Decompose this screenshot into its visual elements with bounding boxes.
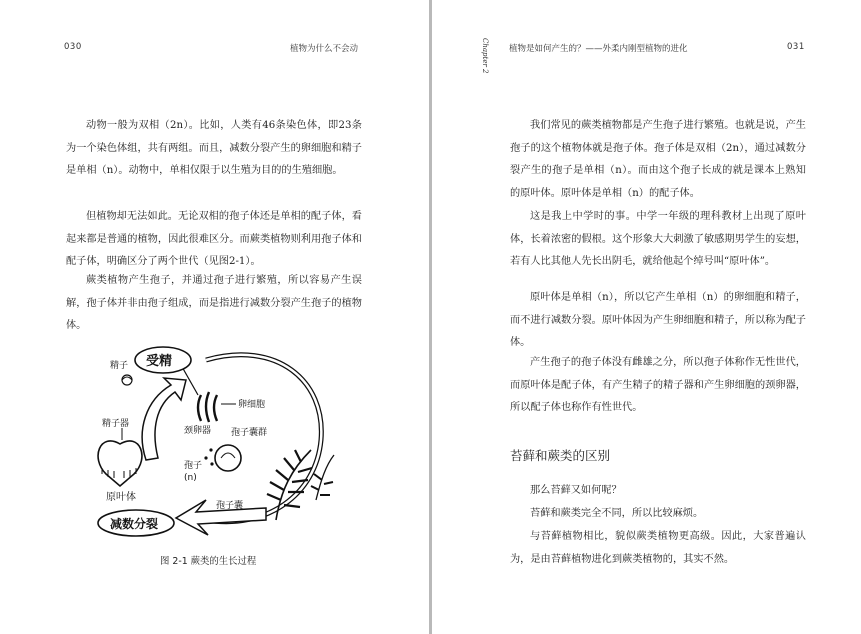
paragraph: 原叶体是单相（n），所以它产生单相（n）的卵细胞和精子，而不进行减数分裂。原叶体因为产生卵细胞和精子，所以称为配子体。 [510, 292, 806, 349]
antheridium-label: 精子器 [102, 419, 130, 429]
sporangium-group-label: 孢子囊群 [231, 428, 268, 438]
right-page [432, 0, 861, 634]
paragraph: 动物一般为双相（2n）。比如，人类有46条染色体，即23条为一个染色体组，共有两组。而且，减数分裂产生的卵细胞和精子是单相（n）。动物中，单相仅限于以生殖为目的的生殖细胞。 [66, 120, 362, 177]
sporangium-icon [204, 445, 241, 471]
cycle-arc-inner [206, 355, 321, 522]
sporangium-label: 孢子囊 [216, 501, 244, 511]
paragraph: 产生孢子的孢子体没有雌雄之分，所以孢子体称作无性世代，而原叶体是配子体，有产生精子的精子器和产生卵细胞的颈卵器，所以配子体也称作有性世代。 [510, 357, 806, 414]
page-number: 030 [64, 42, 82, 52]
prothallus-icon [98, 441, 142, 486]
up-arrow [142, 378, 186, 460]
spore-n-label: (n) [184, 473, 197, 483]
running-title: 植物为什么不会动 [290, 44, 359, 54]
paragraph: 那么苔藓又如何呢？ [530, 485, 622, 496]
fertilization-label: 受精 [146, 354, 173, 369]
archegonium-label: 颈卵器 [184, 426, 212, 436]
sperm-label: 精子 [110, 361, 129, 371]
left-page [0, 0, 429, 634]
paragraph: 但植物却无法如此。无论双相的孢子体还是单相的配子体，看起来都是普通的植物，因此很难区分。而蕨类植物则利用孢子体和配子体，明确区分了两个世代（见图2-1）。 [66, 211, 362, 268]
paragraph: 我们常见的蕨类植物都是产生孢子进行繁殖。也就是说，产生孢子的这个植物体就是孢子体。孢子体是双相（2n），通过减数分裂产生的孢子是单相（n）。而由这个孢子长成的就是课本上熟知的原叶体。原叶体是单相（n）的配子体。 [510, 120, 806, 199]
paragraph: 苔藓和蕨类完全不同，所以比较麻烦。 [530, 508, 704, 519]
chapter-mark: Chapter 2 [481, 38, 489, 74]
section-title: 苔藓和蕨类的区别 [510, 448, 611, 463]
egg-cell-label: 卵细胞 [238, 400, 266, 410]
paragraph: 这是我上中学时的事。中学一年级的理科教材上出现了原叶体，长着浓密的假根。这个形象大大刺激了敏感期男学生的妄想，若有人比其他人先长出阴毛，就给他起个绰号叫“原叶体”。 [510, 211, 806, 268]
paragraph: 蕨类植物产生孢子，并通过孢子进行繁殖，所以容易产生误解，孢子体并非由孢子组成，而是指进行减数分裂产生孢子的植物体。 [66, 275, 362, 332]
prothallus-label: 原叶体 [106, 492, 136, 503]
paragraph: 与苔藓植物相比，貌似蕨类植物更高级。因此，大家普遍认为，是由苔藓植物进化到蕨类植物的，其实不然。 [510, 531, 806, 565]
figure-caption: 图 2-1 蕨类的生长过程 [160, 556, 257, 567]
meiosis-label: 减数分裂 [110, 517, 159, 531]
page-number: 031 [787, 42, 805, 52]
running-title: 植物是如何产生的？——外柔内刚型植物的进化 [509, 44, 688, 54]
sperm-icon [122, 375, 132, 385]
fern-life-cycle-figure [76, 340, 336, 545]
spore-label: 孢子 [184, 461, 203, 471]
egg-cell-icon [198, 392, 217, 422]
